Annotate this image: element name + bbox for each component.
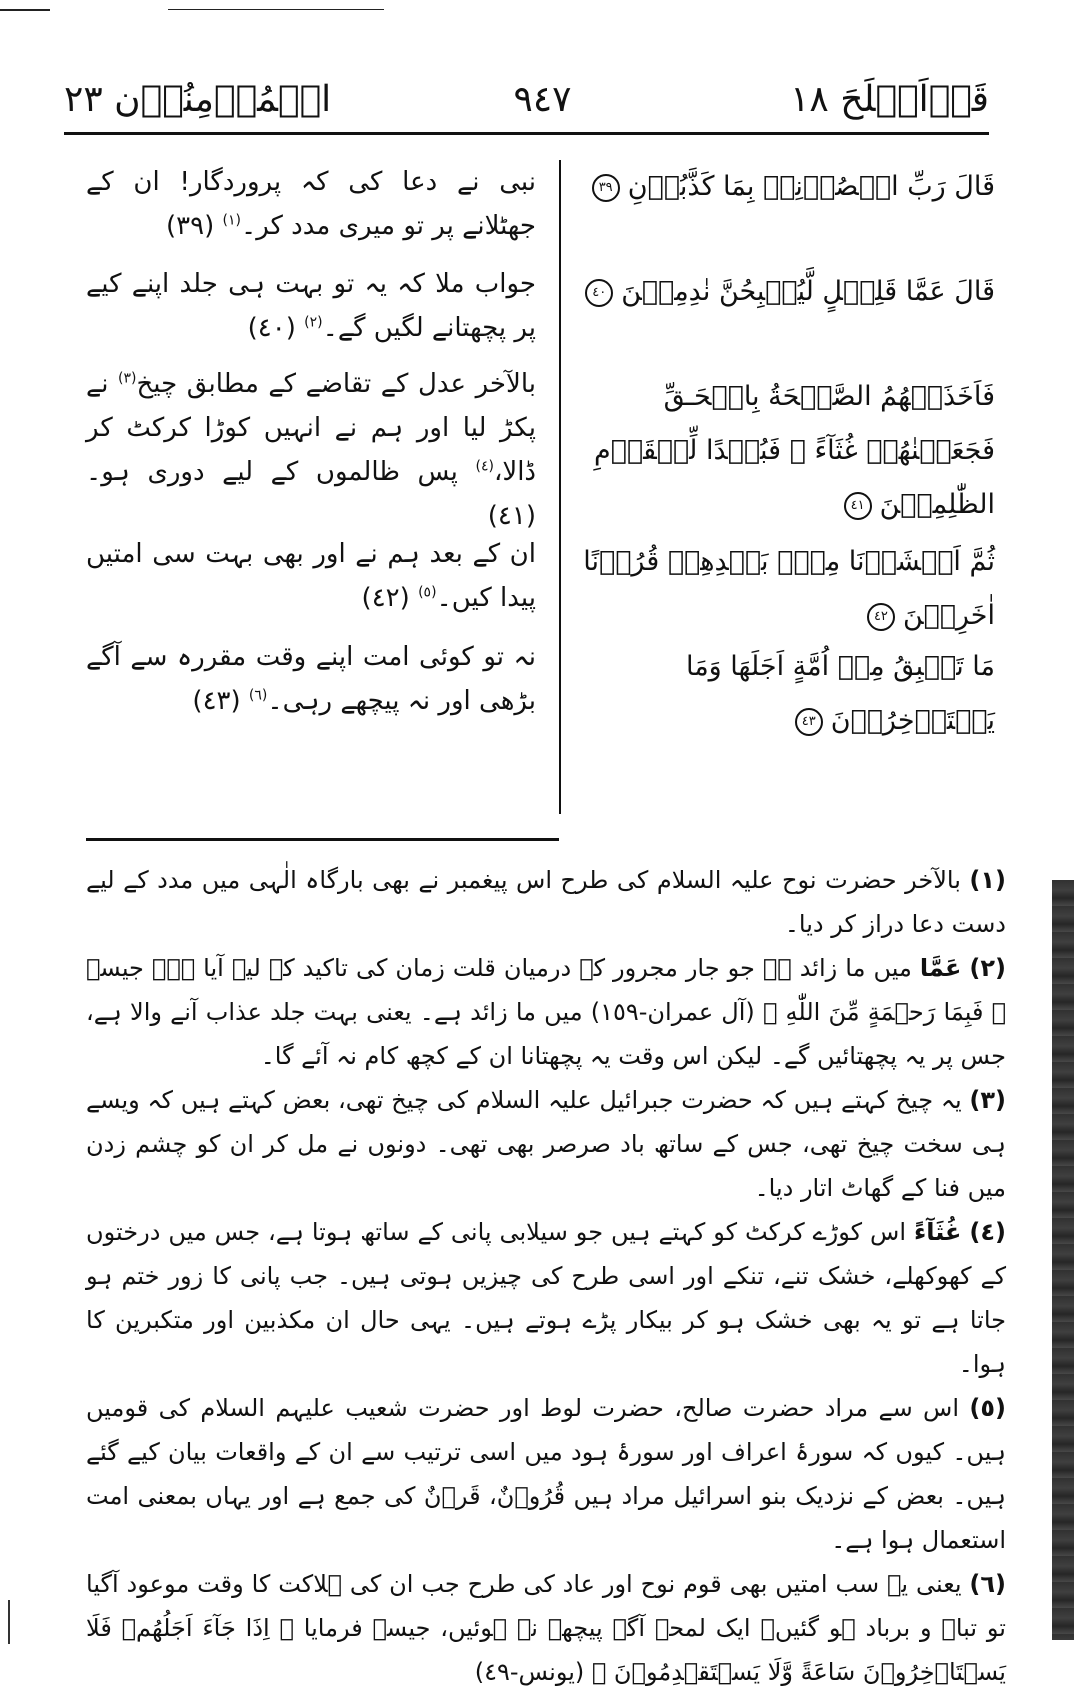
surah-title: الۡمُؤۡمِنُوۡن ٢٣ bbox=[64, 79, 332, 120]
scan-mark-left bbox=[0, 9, 50, 11]
verse-ref: (٣٩) bbox=[165, 211, 215, 241]
footnote: (٣) یہ چیخ کہتے ہیں کہ حضرت جبرائیل علیہ السلام کی چیخ تھی، بعض کہتے ہیں کہ ویسے ہی سخت چیخ تھی، جس کے ساتھ باد صرصر بھی تھی۔ دونوں نے مل کر ان کو چشم زدن میں فنا کے گھاٹ اتار دیا۔ bbox=[86, 1086, 1006, 1202]
arabic-verse: قَالَ رَبِّ انۡصُرۡنِىۡ بِمَا كَذَّبُوۡنِ٣٩ bbox=[575, 160, 995, 214]
urdu-translation: نبی نے دعا کی کہ پروردگار! ان کے جھٹلانے پر تو میری مدد کر۔$^{(١)}$ (٣٩) bbox=[86, 167, 536, 241]
verse-ref: (٤٣) bbox=[192, 686, 241, 716]
footnote-marker: (٦) bbox=[248, 687, 268, 704]
scan-edge-mark bbox=[8, 1600, 10, 1644]
urdu-translation: نہ تو کوئی امت اپنے وقت مقررہ سے آگے بڑھی اور نہ پیچھے رہی۔$^{(٦)}$ (٤٣) bbox=[86, 642, 536, 716]
verse-number-badge: ٤٢ bbox=[867, 603, 895, 631]
page-number: ٩٤٧ bbox=[513, 79, 572, 120]
urdu-translation: بالآخر عدل کے تقاضے کے مطابق چیخ$^{(٣)}$ نے پکڑ لیا اور ہم نے انہیں کوڑا کرکٹ کر ڈالا،$^{(٤)}$ پس ظالموں کے لیے دوری ہو۔ (٤١) bbox=[86, 369, 536, 531]
footnote: (٥) اس سے مراد حضرت صالح، حضرت لوط اور حضرت شعیب علیہم السلام کی قومیں ہیں۔ کیوں کہ سورۂ اعراف اور سورۂ ہود میں اسی ترتیب سے ان کے واقعات بیان کیے گئے ہیں۔ بعض کے نزدیک بنو اسرائیل مراد ہیں قُرُوۡنٌ، قَرۡنٌ کی جمع ہے اور یہاں بمعنی امت استعمال ہوا ہے۔ bbox=[86, 1394, 1006, 1554]
verse-number-badge: ٤١ bbox=[844, 492, 872, 520]
arabic-verse: فَاَخَذَتۡهُمُ الصَّيۡحَةُ بِالۡحَـقِّ فَجَعَلۡنٰهُمۡ غُثَآءً‌ ۚ فَبُعۡدًا لِّلۡقَوۡمِ الظّٰلِمِيۡنَ٤١ bbox=[593, 381, 995, 520]
column-divider bbox=[559, 160, 561, 814]
verse-number-badge: ٤٠ bbox=[585, 279, 613, 307]
urdu-translation: جواب ملا کہ یہ تو بہت ہی جلد اپنے کیے پر پچھتانے لگیں گے۔$^{(٢)}$ (٤٠) bbox=[86, 269, 536, 343]
arabic-verse: ثُمَّ اَنۡشَاۡنَا مِنۡۢ بَعۡدِهِمۡ قُرُوۡنًا اٰخَرِيۡنَ٤٢ bbox=[583, 546, 995, 631]
scan-mark-center bbox=[168, 9, 384, 10]
arabic-verse: قَالَ عَمَّا قَلِيۡلٍ لَّيُصۡبِحُنَّ نٰدِمِيۡنَ٤٠ bbox=[575, 265, 995, 319]
verse-ref: (٤٢) bbox=[361, 583, 410, 613]
footnotes bbox=[86, 858, 1006, 1694]
footnote-marker: (٣) bbox=[118, 370, 137, 387]
juz-title: قَدۡاَفۡلَحَ ١٨ bbox=[790, 79, 989, 120]
verse-number-badge: ٤٣ bbox=[795, 708, 823, 736]
footnote-rule bbox=[86, 838, 559, 841]
header-rule bbox=[64, 132, 989, 135]
verse-ref: (٤١) bbox=[487, 501, 536, 531]
footnote: (٦) یعنی یہ سب امتیں بھی قوم نوح اور عاد کی طرح جب ان کی ہلاکت کا وقت موعود آگیا تو تباہ و برباد ہو گئیں۔ ایک لمحہ آگے پیچھے نہ ہوئیں، جیسے فرمایا ﴿ اِذَا جَآءَ اَجَلُهُمۡ فَلَا يَسۡتَاۡخِرُوۡنَ سَاعَةً وَّلَا يَسۡتَقۡدِمُوۡنَ ﴾ (یونس-٤٩) bbox=[86, 1570, 1006, 1686]
footnote-marker: (١) bbox=[222, 212, 241, 229]
footnote-marker: (٤) bbox=[475, 458, 494, 475]
verse-ref: (٤٠) bbox=[247, 313, 296, 343]
footnote: (١) بالآخر حضرت نوح علیہ السلام کی طرح اس پیغمبر نے بھی بارگاہ الٰہی میں مدد کے لیے دست دعا دراز کر دیا۔ bbox=[86, 866, 1006, 938]
footnote: (٢) عَمَّا میں ما زائد ہے جو جار مجرور کے درمیان قلت زمان کی تاکید کے لیے آیا ہے۔ جیسے ﴿ فَبِمَا رَحۡمَةٍ مِّنَ اللّٰهِ ﴾ (آل عمران-١٥٩) میں ما زائد ہے۔ یعنی بہت جلد عذاب آنے والا ہے، جس پر یہ پچھتائیں گے۔ لیکن اس وقت یہ پچھتانا ان کے کچھ کام نہ آئے گا۔ bbox=[86, 954, 1006, 1070]
verse-number-badge: ٣٩ bbox=[592, 174, 620, 202]
footnote-marker: (٢) bbox=[304, 314, 323, 331]
scan-edge-shadow bbox=[1052, 880, 1074, 1640]
urdu-translation: ان کے بعد ہم نے اور بھی بہت سی امتیں پیدا کیں۔$^{(٥)}$ (٤٢) bbox=[86, 539, 536, 613]
footnote-marker: (٥) bbox=[418, 584, 437, 601]
footnote: (٤) غُثَآءً اس کوڑے کرکٹ کو کہتے ہیں جو سیلابی پانی کے ساتھ ہوتا ہے، جس میں درختوں کے کھوکھلے، خشک تنے، تنکے اور اسی طرح کی چیزیں ہوتی ہیں۔ جب پانی کا زور ختم ہو جاتا ہے تو یہ بھی خشک ہو کر بیکار پڑے ہوتے ہیں۔ یہی حال ان مکذبین اور متکبرین کا ہوا۔ bbox=[86, 1218, 1006, 1378]
arabic-verse: مَا تَسۡبِقُ مِنۡ اُمَّةٍ اَجَلَهَا وَمَا يَسۡتَاۡخِرُوۡنَ٤٣ bbox=[685, 651, 995, 736]
